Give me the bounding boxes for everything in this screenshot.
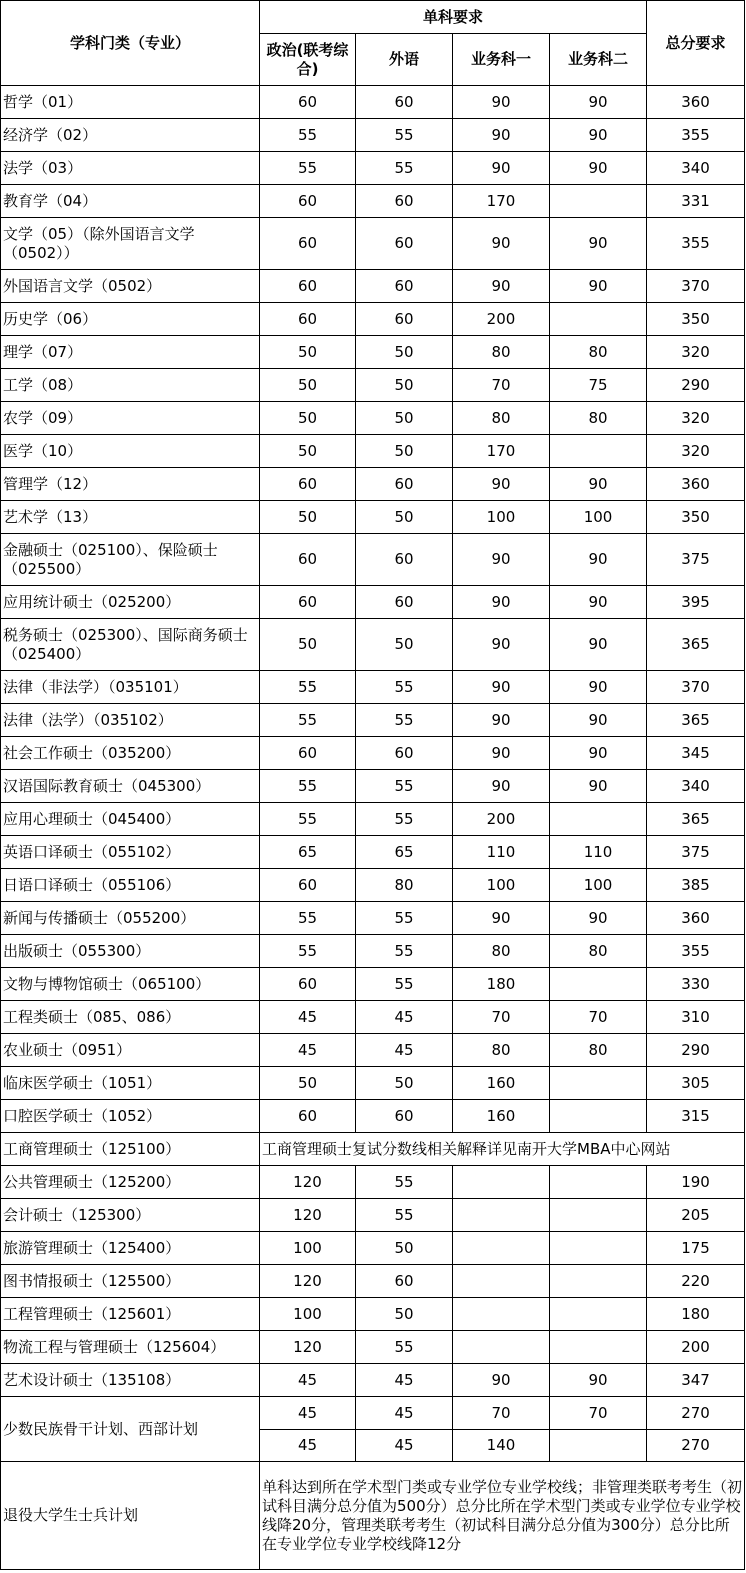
row-name: 应用心理硕士（045400） xyxy=(1,803,260,836)
cell-subject1: 90 xyxy=(453,1364,550,1397)
cell-subject2: 90 xyxy=(550,270,647,303)
cell-foreign: 60 xyxy=(356,303,453,336)
cell-politics: 45 xyxy=(260,1034,356,1067)
cell-total: 355 xyxy=(647,935,745,968)
cell-politics: 120 xyxy=(260,1166,356,1199)
cell-subject1 xyxy=(453,1265,550,1298)
row-name: 出版硕士（055300） xyxy=(1,935,260,968)
table-row xyxy=(1,803,745,836)
cell-foreign: 60 xyxy=(356,737,453,770)
cell-total: 340 xyxy=(647,152,745,185)
cell-foreign: 55 xyxy=(356,968,453,1001)
cell-subject2: 80 xyxy=(550,402,647,435)
cell-foreign: 60 xyxy=(356,1100,453,1133)
cell-foreign: 60 xyxy=(356,1265,453,1298)
table-row xyxy=(1,1364,745,1397)
cell-subject1 xyxy=(453,1166,550,1199)
cell-subject1: 90 xyxy=(453,671,550,704)
cell-subject1: 70 xyxy=(453,1001,550,1034)
row-name: 公共管理硕士（125200） xyxy=(1,1166,260,1199)
cell-total: 320 xyxy=(647,336,745,369)
cell-total: 190 xyxy=(647,1166,745,1199)
cell-foreign: 50 xyxy=(356,435,453,468)
table-row-veterans xyxy=(1,1462,745,1570)
cell-foreign: 55 xyxy=(356,1331,453,1364)
cell-politics: 50 xyxy=(260,435,356,468)
header-subject2: 业务科二 xyxy=(550,34,647,86)
cell-subject2: 110 xyxy=(550,836,647,869)
row-name: 图书情报硕士（125500） xyxy=(1,1265,260,1298)
table-row xyxy=(1,218,745,270)
cell-subject2: 90 xyxy=(550,586,647,619)
table-row xyxy=(1,1001,745,1034)
cell-subject2: 90 xyxy=(550,737,647,770)
row-name: 工学（08） xyxy=(1,369,260,402)
table-row xyxy=(1,435,745,468)
cell-total: 350 xyxy=(647,501,745,534)
cell-foreign: 60 xyxy=(356,468,453,501)
cell-foreign: 60 xyxy=(356,218,453,270)
cell-total: 290 xyxy=(647,369,745,402)
cell-total: 320 xyxy=(647,435,745,468)
cell-subject1: 90 xyxy=(453,737,550,770)
cell-subject1: 140 xyxy=(453,1430,550,1462)
row-name: 教育学（04） xyxy=(1,185,260,218)
row-name: 金融硕士（025100）、保险硕士（025500） xyxy=(1,534,260,586)
cell-total: 220 xyxy=(647,1265,745,1298)
cell-total: 360 xyxy=(647,86,745,119)
cell-subject1 xyxy=(453,1232,550,1265)
cell-subject2 xyxy=(550,1166,647,1199)
cell-subject2 xyxy=(550,1100,647,1133)
row-name: 旅游管理硕士（125400） xyxy=(1,1232,260,1265)
cell-subject2 xyxy=(550,1331,647,1364)
cell-total: 375 xyxy=(647,836,745,869)
cell-total: 290 xyxy=(647,1034,745,1067)
cell-subject2 xyxy=(550,435,647,468)
row-name: 医学（10） xyxy=(1,435,260,468)
table-row xyxy=(1,86,745,119)
cell-subject2: 75 xyxy=(550,369,647,402)
header-single-subject: 单科要求 xyxy=(260,1,647,34)
cell-foreign: 50 xyxy=(356,369,453,402)
table-row xyxy=(1,1298,745,1331)
table-row-minority xyxy=(1,1397,745,1430)
table-row xyxy=(1,534,745,586)
table-row xyxy=(1,152,745,185)
cell-politics: 60 xyxy=(260,468,356,501)
cell-politics: 65 xyxy=(260,836,356,869)
table-row xyxy=(1,468,745,501)
cell-politics: 60 xyxy=(260,968,356,1001)
table-row xyxy=(1,935,745,968)
cell-subject2 xyxy=(550,185,647,218)
cell-foreign: 55 xyxy=(356,119,453,152)
cell-politics: 55 xyxy=(260,704,356,737)
cell-politics: 60 xyxy=(260,303,356,336)
cell-politics: 50 xyxy=(260,619,356,671)
mba-note: 工商管理硕士复试分数线相关解释详见南开大学MBA中心网站 xyxy=(260,1133,745,1166)
cell-politics: 60 xyxy=(260,534,356,586)
cell-total: 270 xyxy=(647,1430,745,1462)
table-row xyxy=(1,369,745,402)
header-subject1: 业务科一 xyxy=(453,34,550,86)
cell-total: 320 xyxy=(647,402,745,435)
cell-subject1: 90 xyxy=(453,534,550,586)
table-row xyxy=(1,619,745,671)
header-total: 总分要求 xyxy=(647,1,745,86)
table-row xyxy=(1,1100,745,1133)
row-name: 应用统计硕士（025200） xyxy=(1,586,260,619)
cell-foreign: 50 xyxy=(356,402,453,435)
cell-subject2 xyxy=(550,1430,647,1462)
table-row xyxy=(1,902,745,935)
row-name: 工程类硕士（085、086） xyxy=(1,1001,260,1034)
cell-subject2: 90 xyxy=(550,119,647,152)
row-name: 工商管理硕士（125100） xyxy=(1,1133,260,1166)
cell-foreign: 55 xyxy=(356,902,453,935)
cell-total: 370 xyxy=(647,270,745,303)
row-name: 工程管理硕士（125601） xyxy=(1,1298,260,1331)
cell-total: 270 xyxy=(647,1397,745,1430)
cell-total: 330 xyxy=(647,968,745,1001)
cell-politics: 55 xyxy=(260,119,356,152)
cell-subject2: 90 xyxy=(550,534,647,586)
cell-foreign: 55 xyxy=(356,770,453,803)
cell-subject1: 90 xyxy=(453,119,550,152)
cell-subject1 xyxy=(453,1199,550,1232)
cell-total: 395 xyxy=(647,586,745,619)
cell-total: 370 xyxy=(647,671,745,704)
cell-foreign: 50 xyxy=(356,1067,453,1100)
cell-subject2: 70 xyxy=(550,1001,647,1034)
cell-politics: 50 xyxy=(260,402,356,435)
header-discipline: 学科门类（专业） xyxy=(1,1,260,86)
cell-politics: 60 xyxy=(260,86,356,119)
cell-politics: 50 xyxy=(260,1067,356,1100)
cell-foreign: 45 xyxy=(356,1430,453,1462)
cell-subject2: 80 xyxy=(550,336,647,369)
row-name: 外国语言文学（0502） xyxy=(1,270,260,303)
cell-subject1: 80 xyxy=(453,336,550,369)
cell-total: 355 xyxy=(647,119,745,152)
cell-politics: 45 xyxy=(260,1364,356,1397)
cell-subject1: 110 xyxy=(453,836,550,869)
row-name: 哲学（01） xyxy=(1,86,260,119)
table-row xyxy=(1,303,745,336)
cell-subject2 xyxy=(550,1199,647,1232)
cell-subject1 xyxy=(453,1331,550,1364)
cell-politics: 50 xyxy=(260,501,356,534)
cell-total: 315 xyxy=(647,1100,745,1133)
cell-foreign: 45 xyxy=(356,1397,453,1430)
table-row xyxy=(1,336,745,369)
cell-total: 347 xyxy=(647,1364,745,1397)
cell-foreign: 55 xyxy=(356,1199,453,1232)
cell-subject1: 90 xyxy=(453,218,550,270)
row-name: 管理学（12） xyxy=(1,468,260,501)
cell-total: 385 xyxy=(647,869,745,902)
table-row xyxy=(1,836,745,869)
cell-foreign: 50 xyxy=(356,501,453,534)
row-name: 法律（法学）（035102） xyxy=(1,704,260,737)
cell-foreign: 60 xyxy=(356,534,453,586)
cell-politics: 50 xyxy=(260,369,356,402)
cell-subject1: 90 xyxy=(453,902,550,935)
row-name: 口腔医学硕士（1052） xyxy=(1,1100,260,1133)
row-name: 历史学（06） xyxy=(1,303,260,336)
cell-politics: 60 xyxy=(260,869,356,902)
cell-subject2 xyxy=(550,303,647,336)
cell-subject2: 80 xyxy=(550,935,647,968)
cell-subject2: 100 xyxy=(550,501,647,534)
cell-total: 340 xyxy=(647,770,745,803)
cell-subject2 xyxy=(550,1067,647,1100)
cell-politics: 60 xyxy=(260,1100,356,1133)
veterans-note: 单科达到所在学术型门类或专业学位专业学校线；非管理类联考考生（初试科目满分总分值为500分）总分比所在学术型门类或专业学位专业学校线降20分，管理类联考考生（初试科目满分总分值为300分）总分比所在专业学位专业学校线降12分 xyxy=(260,1462,745,1570)
row-name: 日语口译硕士（055106） xyxy=(1,869,260,902)
row-name: 物流工程与管理硕士（125604） xyxy=(1,1331,260,1364)
cell-subject1: 90 xyxy=(453,270,550,303)
cell-subject2: 90 xyxy=(550,619,647,671)
row-name: 法学（03） xyxy=(1,152,260,185)
header-foreign: 外语 xyxy=(356,34,453,86)
cell-foreign: 80 xyxy=(356,869,453,902)
cell-politics: 50 xyxy=(260,336,356,369)
cell-politics: 55 xyxy=(260,770,356,803)
cell-total: 180 xyxy=(647,1298,745,1331)
cell-subject1: 90 xyxy=(453,152,550,185)
cell-subject1: 70 xyxy=(453,1397,550,1430)
table-row xyxy=(1,586,745,619)
cell-subject1: 90 xyxy=(453,86,550,119)
row-name: 理学（07） xyxy=(1,336,260,369)
row-name: 农学（09） xyxy=(1,402,260,435)
cell-total: 205 xyxy=(647,1199,745,1232)
cell-foreign: 60 xyxy=(356,586,453,619)
cell-foreign: 55 xyxy=(356,803,453,836)
row-name: 文学（05）（除外国语言文学（0502）） xyxy=(1,218,260,270)
cell-subject2 xyxy=(550,1232,647,1265)
cell-subject1: 80 xyxy=(453,1034,550,1067)
cell-subject2: 90 xyxy=(550,152,647,185)
cell-politics: 55 xyxy=(260,935,356,968)
cell-subject1: 90 xyxy=(453,770,550,803)
table-row xyxy=(1,737,745,770)
cell-subject2: 90 xyxy=(550,770,647,803)
cell-foreign: 50 xyxy=(356,1298,453,1331)
cell-subject1: 100 xyxy=(453,501,550,534)
header-politics: 政治(联考综合) xyxy=(260,34,356,86)
cell-foreign: 55 xyxy=(356,704,453,737)
cell-subject2 xyxy=(550,803,647,836)
cell-total: 360 xyxy=(647,902,745,935)
table-row xyxy=(1,1232,745,1265)
row-name: 新闻与传播硕士（055200） xyxy=(1,902,260,935)
cell-politics: 60 xyxy=(260,185,356,218)
cell-subject2: 90 xyxy=(550,86,647,119)
cell-politics: 120 xyxy=(260,1199,356,1232)
cell-subject2: 100 xyxy=(550,869,647,902)
table-row xyxy=(1,704,745,737)
cell-total: 200 xyxy=(647,1331,745,1364)
cell-subject1: 80 xyxy=(453,935,550,968)
cell-politics: 55 xyxy=(260,152,356,185)
cell-subject1: 80 xyxy=(453,402,550,435)
cell-foreign: 65 xyxy=(356,836,453,869)
table-row xyxy=(1,770,745,803)
cell-subject1 xyxy=(453,1298,550,1331)
cell-foreign: 60 xyxy=(356,185,453,218)
table-row xyxy=(1,1034,745,1067)
table-row xyxy=(1,185,745,218)
cell-subject2 xyxy=(550,1298,647,1331)
row-name: 文物与博物馆硕士（065100） xyxy=(1,968,260,1001)
cell-foreign: 50 xyxy=(356,336,453,369)
table-row xyxy=(1,1331,745,1364)
table-row xyxy=(1,1067,745,1100)
cell-subject1: 160 xyxy=(453,1067,550,1100)
cell-subject2: 90 xyxy=(550,218,647,270)
cell-subject1: 200 xyxy=(453,803,550,836)
row-name: 会计硕士（125300） xyxy=(1,1199,260,1232)
row-name: 英语口译硕士（055102） xyxy=(1,836,260,869)
table-row xyxy=(1,1166,745,1199)
cell-subject1: 170 xyxy=(453,435,550,468)
cell-politics: 120 xyxy=(260,1265,356,1298)
cell-subject1: 200 xyxy=(453,303,550,336)
cell-foreign: 60 xyxy=(356,86,453,119)
row-name: 汉语国际教育硕士（045300） xyxy=(1,770,260,803)
cell-subject2: 70 xyxy=(550,1397,647,1430)
cell-foreign: 45 xyxy=(356,1364,453,1397)
table-row xyxy=(1,270,745,303)
row-name: 税务硕士（025300）、国际商务硕士（025400） xyxy=(1,619,260,671)
table-row-mba xyxy=(1,1133,745,1166)
row-name: 少数民族骨干计划、西部计划 xyxy=(1,1397,260,1462)
cell-total: 365 xyxy=(647,803,745,836)
table-row xyxy=(1,671,745,704)
cell-total: 355 xyxy=(647,218,745,270)
row-name: 临床医学硕士（1051） xyxy=(1,1067,260,1100)
cell-subject2: 90 xyxy=(550,1364,647,1397)
cell-total: 365 xyxy=(647,704,745,737)
cell-politics: 60 xyxy=(260,218,356,270)
cell-politics: 45 xyxy=(260,1001,356,1034)
cell-subject2 xyxy=(550,968,647,1001)
cell-total: 365 xyxy=(647,619,745,671)
table-row xyxy=(1,119,745,152)
table-row xyxy=(1,1199,745,1232)
cell-subject1: 180 xyxy=(453,968,550,1001)
cell-foreign: 45 xyxy=(356,1001,453,1034)
table-row xyxy=(1,1265,745,1298)
cell-total: 175 xyxy=(647,1232,745,1265)
row-name: 经济学（02） xyxy=(1,119,260,152)
cell-subject2: 80 xyxy=(550,1034,647,1067)
cell-politics: 60 xyxy=(260,586,356,619)
row-name: 艺术学（13） xyxy=(1,501,260,534)
row-name: 农业硕士（0951） xyxy=(1,1034,260,1067)
row-name: 艺术设计硕士（135108） xyxy=(1,1364,260,1397)
cell-foreign: 50 xyxy=(356,1232,453,1265)
cell-foreign: 60 xyxy=(356,270,453,303)
cell-subject2: 90 xyxy=(550,704,647,737)
cell-subject2 xyxy=(550,1265,647,1298)
cell-subject1: 90 xyxy=(453,619,550,671)
cell-subject1: 90 xyxy=(453,704,550,737)
cell-politics: 60 xyxy=(260,270,356,303)
row-name: 法律（非法学）（035101） xyxy=(1,671,260,704)
cell-foreign: 55 xyxy=(356,1166,453,1199)
cell-total: 331 xyxy=(647,185,745,218)
cell-subject1: 90 xyxy=(453,468,550,501)
cell-foreign: 55 xyxy=(356,671,453,704)
table-row xyxy=(1,501,745,534)
cell-total: 310 xyxy=(647,1001,745,1034)
cell-total: 350 xyxy=(647,303,745,336)
cell-subject1: 70 xyxy=(453,369,550,402)
cell-politics: 55 xyxy=(260,803,356,836)
cell-subject1: 100 xyxy=(453,869,550,902)
cell-politics: 55 xyxy=(260,902,356,935)
cell-politics: 100 xyxy=(260,1298,356,1331)
table-row xyxy=(1,968,745,1001)
table-row xyxy=(1,402,745,435)
cell-total: 305 xyxy=(647,1067,745,1100)
cell-subject1: 160 xyxy=(453,1100,550,1133)
cell-politics: 55 xyxy=(260,671,356,704)
cell-foreign: 55 xyxy=(356,152,453,185)
table-row xyxy=(1,869,745,902)
cell-subject1: 90 xyxy=(453,586,550,619)
cell-politics: 100 xyxy=(260,1232,356,1265)
cell-politics: 45 xyxy=(260,1430,356,1462)
row-name: 社会工作硕士（035200） xyxy=(1,737,260,770)
cell-foreign: 55 xyxy=(356,935,453,968)
cell-subject2: 90 xyxy=(550,468,647,501)
cell-total: 360 xyxy=(647,468,745,501)
cell-subject1: 170 xyxy=(453,185,550,218)
cell-politics: 60 xyxy=(260,737,356,770)
cell-total: 375 xyxy=(647,534,745,586)
cell-politics: 120 xyxy=(260,1331,356,1364)
cell-total: 345 xyxy=(647,737,745,770)
cell-subject2: 90 xyxy=(550,671,647,704)
row-name: 退役大学生士兵计划 xyxy=(1,1462,260,1570)
cell-foreign: 45 xyxy=(356,1034,453,1067)
cell-subject2: 90 xyxy=(550,902,647,935)
cell-politics: 45 xyxy=(260,1397,356,1430)
cell-foreign: 50 xyxy=(356,619,453,671)
